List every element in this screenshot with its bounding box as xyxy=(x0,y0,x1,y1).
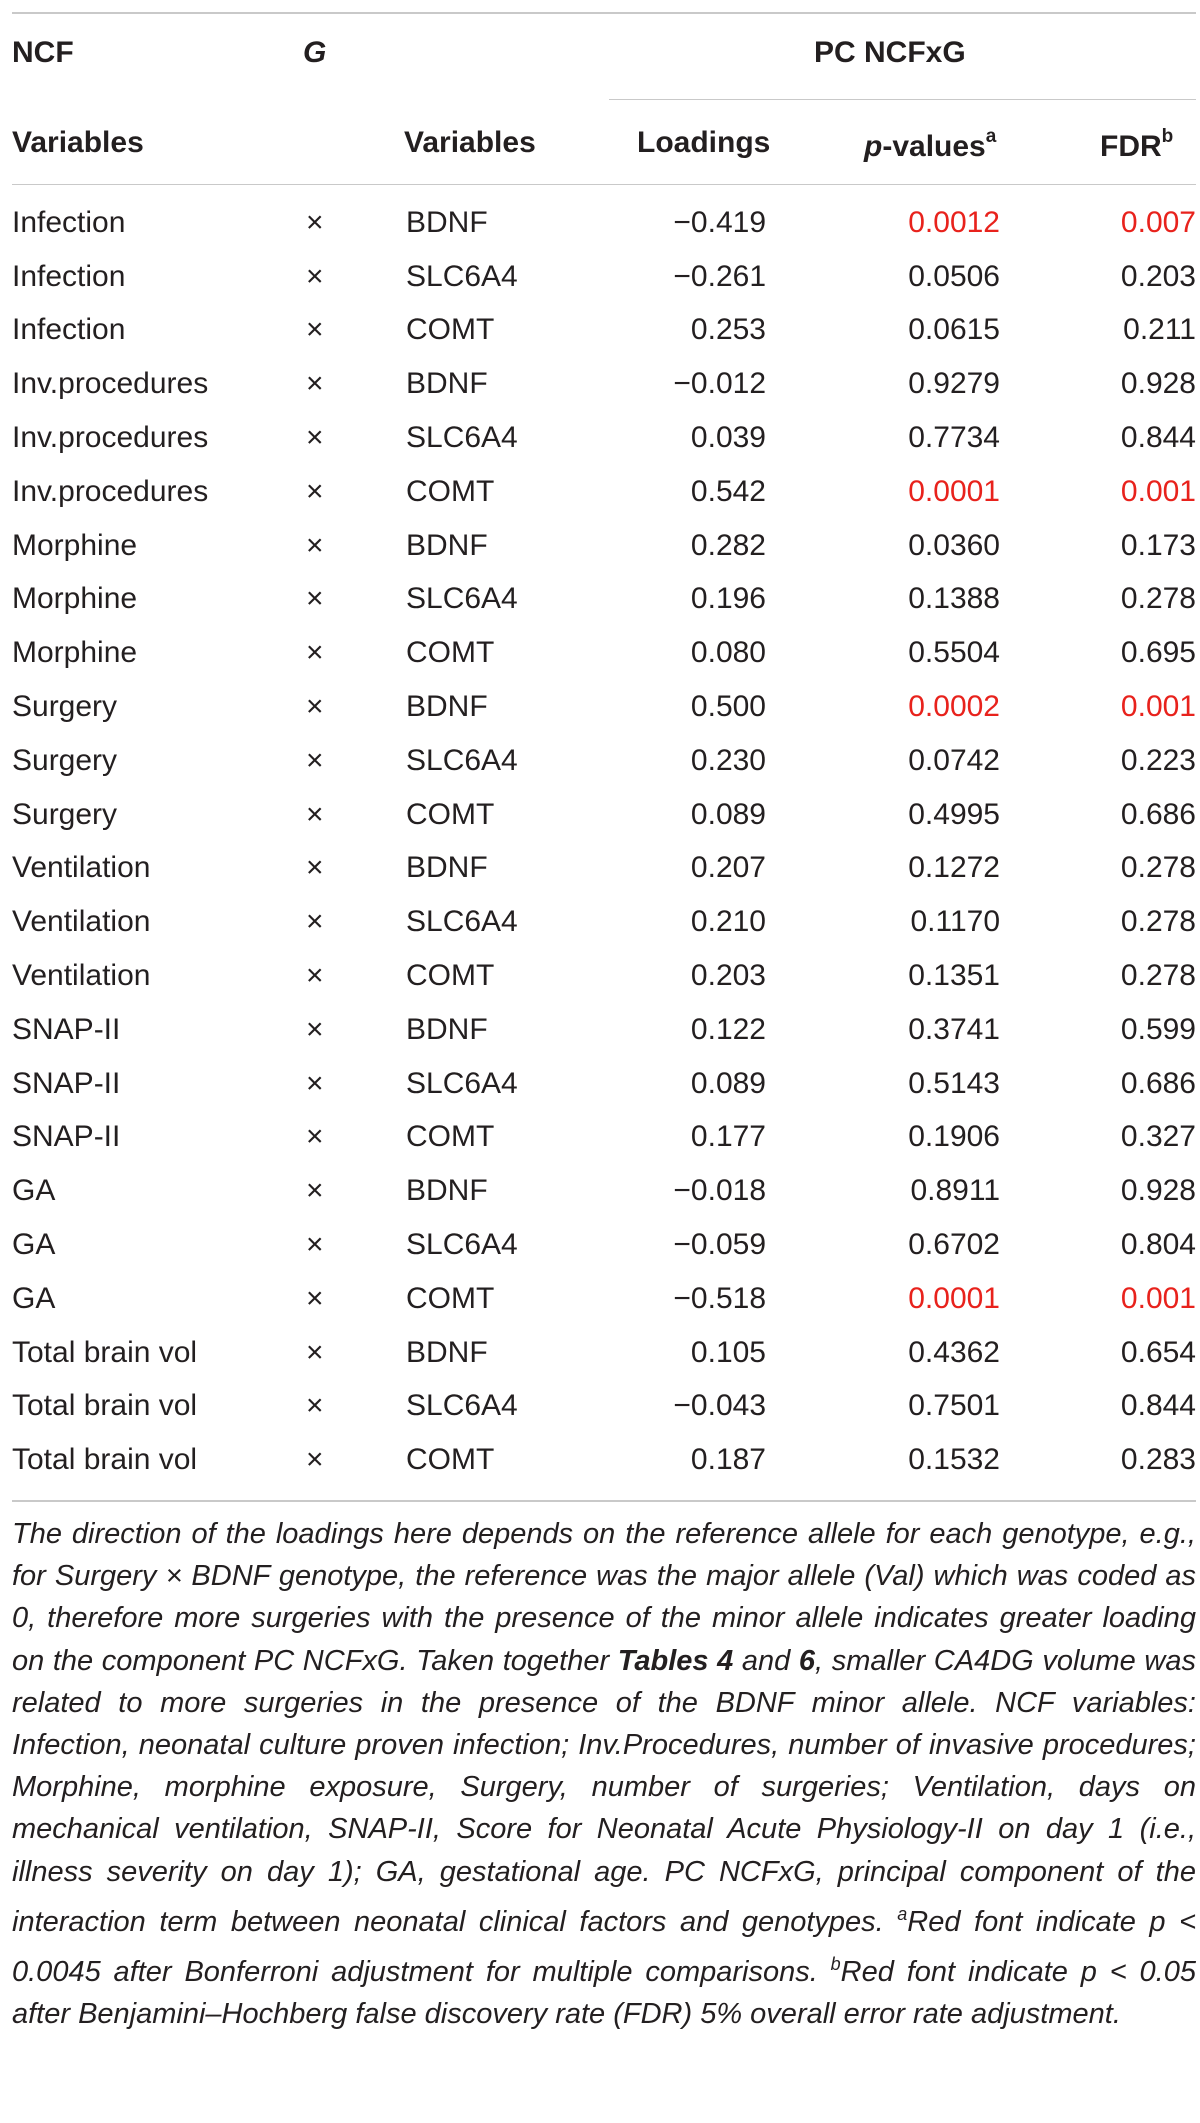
table-row xyxy=(12,842,1196,896)
cell-ncf-variable: Infection xyxy=(12,205,126,239)
table-row xyxy=(12,519,1196,573)
cell-fdr: 0.001 xyxy=(1120,690,1196,724)
table-row xyxy=(12,411,1196,465)
footnote-tables-4: Tables 4 xyxy=(617,1644,734,1677)
cell-fdr: 0.654 xyxy=(1120,1335,1196,1369)
footnote-tables-6: 6 xyxy=(798,1644,816,1677)
footnote-and: and xyxy=(733,1644,799,1677)
footnote-note-a: Red font indicate p < 0.0045 after Bonferroni adjustment for multiple comparisons. xyxy=(12,1905,1197,1989)
cell-loading: −0.043 xyxy=(673,1389,766,1423)
cell-loading: −0.518 xyxy=(673,1281,766,1315)
cell-fdr: 0.211 xyxy=(1123,313,1196,347)
cell-ncf-variable: Total brain vol xyxy=(12,1443,198,1477)
cell-loading: 0.210 xyxy=(690,905,766,939)
header-ncf-variables: Variables xyxy=(12,126,144,159)
cell-p-value: 0.4362 xyxy=(908,1335,1000,1369)
cell-loading: 0.089 xyxy=(690,797,766,831)
cell-ncf-variable: Inv.procedures xyxy=(12,421,209,455)
cell-g-variable: SLC6A4 xyxy=(406,259,518,293)
cell-fdr: 0.007 xyxy=(1120,205,1196,239)
cell-ncf-variable: Surgery xyxy=(12,690,118,724)
cell-times-symbol: × xyxy=(306,905,324,939)
table-row xyxy=(12,1218,1196,1272)
cell-loading: −0.012 xyxy=(673,367,766,401)
cell-g-variable: COMT xyxy=(406,797,495,831)
cell-ncf-variable: GA xyxy=(12,1174,56,1208)
cell-p-value: 0.5504 xyxy=(908,636,1000,670)
cell-ncf-variable: GA xyxy=(12,1281,56,1315)
cell-p-value: 0.1532 xyxy=(908,1443,1000,1477)
cell-p-value: 0.6702 xyxy=(908,1228,1000,1262)
cell-g-variable: BDNF xyxy=(406,1174,488,1208)
cell-p-value: 0.3741 xyxy=(908,1012,1000,1046)
cell-fdr: 0.844 xyxy=(1120,421,1196,455)
cell-times-symbol: × xyxy=(306,1120,324,1154)
cell-g-variable: BDNF xyxy=(406,367,488,401)
cell-p-value: 0.0506 xyxy=(908,259,1000,293)
header-g-variables: Variables xyxy=(404,126,536,159)
header-pvalues-p: p xyxy=(864,130,883,163)
cell-loading: 0.253 xyxy=(690,313,766,347)
cell-ncf-variable: Morphine xyxy=(12,528,138,562)
table-row xyxy=(12,734,1196,788)
table-row xyxy=(12,788,1196,842)
cell-times-symbol: × xyxy=(306,474,324,508)
cell-g-variable: SLC6A4 xyxy=(406,1228,518,1262)
table-row xyxy=(12,1057,1196,1111)
table-row xyxy=(12,626,1196,680)
cell-times-symbol: × xyxy=(306,1443,324,1477)
cell-fdr: 0.686 xyxy=(1120,797,1196,831)
cell-fdr: 0.278 xyxy=(1120,959,1196,993)
table-row xyxy=(12,1003,1196,1057)
cell-times-symbol: × xyxy=(306,205,324,239)
cell-times-symbol: × xyxy=(306,367,324,401)
cell-ncf-variable: Ventilation xyxy=(12,905,151,939)
cell-g-variable: BDNF xyxy=(406,1012,488,1046)
cell-ncf-variable: Ventilation xyxy=(12,851,151,885)
cell-g-variable: SLC6A4 xyxy=(406,1066,518,1100)
header-fdr xyxy=(1100,126,1173,164)
table-bottom-rule xyxy=(12,1500,1196,1502)
cell-fdr: 0.001 xyxy=(1120,474,1196,508)
header-fdr-text: FDR xyxy=(1100,130,1162,163)
cell-g-variable: COMT xyxy=(406,1443,495,1477)
cell-p-value: 0.1170 xyxy=(910,905,1000,939)
cell-loading: 0.105 xyxy=(690,1335,766,1369)
pc-header-rule xyxy=(609,99,1196,100)
cell-p-value: 0.1906 xyxy=(908,1120,1000,1154)
cell-ncf-variable: SNAP-II xyxy=(12,1012,121,1046)
cell-times-symbol: × xyxy=(306,690,324,724)
cell-loading: −0.018 xyxy=(673,1174,766,1208)
cell-times-symbol: × xyxy=(306,421,324,455)
cell-loading: 0.187 xyxy=(690,1443,766,1477)
cell-p-value: 0.0360 xyxy=(908,528,1000,562)
cell-p-value: 0.1351 xyxy=(908,959,1000,993)
results-table xyxy=(12,196,1196,1487)
cell-fdr: 0.327 xyxy=(1120,1120,1196,1154)
cell-times-symbol: × xyxy=(306,1012,324,1046)
cell-fdr: 0.928 xyxy=(1120,1174,1196,1208)
cell-g-variable: BDNF xyxy=(406,1335,488,1369)
cell-p-value: 0.4995 xyxy=(908,797,1000,831)
table-row xyxy=(12,465,1196,519)
table-row xyxy=(12,250,1196,304)
cell-fdr: 0.599 xyxy=(1120,1012,1196,1046)
cell-ncf-variable: Surgery xyxy=(12,797,118,831)
cell-g-variable: BDNF xyxy=(406,528,488,562)
cell-times-symbol: × xyxy=(306,1174,324,1208)
top-rule xyxy=(12,12,1196,14)
cell-ncf-variable: Surgery xyxy=(12,743,118,777)
cell-p-value: 0.7501 xyxy=(908,1389,1000,1423)
cell-loading: 0.282 xyxy=(690,528,766,562)
cell-g-variable: COMT xyxy=(406,636,495,670)
header-pvalues-text: -values xyxy=(882,130,986,163)
table-row xyxy=(12,1326,1196,1380)
table-row xyxy=(12,304,1196,358)
cell-ncf-variable: SNAP-II xyxy=(12,1066,121,1100)
table-footnote xyxy=(12,1513,1196,2035)
cell-g-variable: BDNF xyxy=(406,851,488,885)
table-row xyxy=(12,357,1196,411)
cell-g-variable: COMT xyxy=(406,1281,495,1315)
cell-loading: 0.203 xyxy=(690,959,766,993)
cell-ncf-variable: Morphine xyxy=(12,582,138,616)
cell-times-symbol: × xyxy=(306,313,324,347)
cell-fdr: 0.844 xyxy=(1120,1389,1196,1423)
cell-times-symbol: × xyxy=(306,797,324,831)
cell-ncf-variable: Infection xyxy=(12,259,126,293)
table-row xyxy=(12,1164,1196,1218)
cell-ncf-variable: Total brain vol xyxy=(12,1335,198,1369)
cell-g-variable: SLC6A4 xyxy=(406,582,518,616)
cell-fdr: 0.686 xyxy=(1120,1066,1196,1100)
cell-g-variable: COMT xyxy=(406,1120,495,1154)
footnote-part2: , smaller CA4DG volume was related to more surgeries in the presence of the BDNF minor allele. NCF variables: Infection, neonatal culture proven infection; Inv.Procedures, number of invasive procedures; Morphine, morphine exposure, Surgery, number of surgeries; Ventilation, days on mechanical ventilation, SNAP-II, Score for Neonatal Acute Physiology-II on day 1 (i.e., illness severity on day 1); GA, gestational age. PC NCFxG, principal component of the interaction term between neonatal clinical factors and genotypes. xyxy=(12,1644,1197,1938)
cell-g-variable: SLC6A4 xyxy=(406,905,518,939)
cell-p-value: 0.0001 xyxy=(908,474,1000,508)
cell-fdr: 0.278 xyxy=(1120,905,1196,939)
header-bottom-rule xyxy=(12,184,1196,185)
cell-ncf-variable: Total brain vol xyxy=(12,1389,198,1423)
cell-loading: 0.207 xyxy=(690,851,766,885)
cell-ncf-variable: Morphine xyxy=(12,636,138,670)
cell-fdr: 0.928 xyxy=(1120,367,1196,401)
header-loadings: Loadings xyxy=(637,126,771,159)
cell-loading: 0.089 xyxy=(690,1066,766,1100)
cell-g-variable: COMT xyxy=(406,959,495,993)
cell-times-symbol: × xyxy=(306,1066,324,1100)
header-g: G xyxy=(303,36,327,69)
table-row xyxy=(12,680,1196,734)
cell-p-value: 0.8911 xyxy=(910,1174,1000,1208)
cell-fdr: 0.203 xyxy=(1120,259,1196,293)
cell-p-value: 0.1388 xyxy=(908,582,1000,616)
cell-g-variable: COMT xyxy=(406,474,495,508)
cell-times-symbol: × xyxy=(306,1228,324,1262)
cell-times-symbol: × xyxy=(306,1389,324,1423)
cell-loading: 0.542 xyxy=(690,474,766,508)
cell-loading: 0.177 xyxy=(690,1120,766,1154)
table-row xyxy=(12,573,1196,627)
cell-times-symbol: × xyxy=(306,636,324,670)
cell-p-value: 0.0012 xyxy=(908,205,1000,239)
header-fdr-sup: b xyxy=(1161,126,1174,147)
table-row xyxy=(12,949,1196,1003)
cell-times-symbol: × xyxy=(306,582,324,616)
cell-fdr: 0.804 xyxy=(1120,1228,1196,1262)
cell-times-symbol: × xyxy=(306,528,324,562)
cell-g-variable: SLC6A4 xyxy=(406,421,518,455)
cell-loading: 0.080 xyxy=(690,636,766,670)
cell-ncf-variable: SNAP-II xyxy=(12,1120,121,1154)
cell-ncf-variable: Infection xyxy=(12,313,126,347)
header-pvalues xyxy=(864,126,996,164)
cell-g-variable: SLC6A4 xyxy=(406,1389,518,1423)
footnote-part1: The direction of the loadings here depends on the reference allele for each genotype, e.g., for Surgery × BDNF genotype, the reference was the major allele (Val) which was coded as 0, therefore more surgeries with the presence of the minor allele indicates greater loading on the component PC NCFxG. Taken together xyxy=(12,1518,1196,1677)
cell-ncf-variable: Ventilation xyxy=(12,959,151,993)
cell-ncf-variable: GA xyxy=(12,1228,56,1262)
cell-loading: 0.500 xyxy=(690,690,766,724)
cell-ncf-variable: Inv.procedures xyxy=(12,367,209,401)
cell-loading: 0.230 xyxy=(690,743,766,777)
cell-times-symbol: × xyxy=(306,851,324,885)
header-pc-ncfxg: PC NCFxG xyxy=(814,36,966,69)
cell-ncf-variable: Inv.procedures xyxy=(12,474,209,508)
cell-fdr: 0.695 xyxy=(1120,636,1196,670)
table-row xyxy=(12,196,1196,250)
table-row xyxy=(12,1380,1196,1434)
footnote-note-b: Red font indicate p < 0.05 after Benjamini–Hochberg false discovery rate (FDR) 5% overall error rate adjustment. xyxy=(12,1956,1196,2031)
header-ncf: NCF xyxy=(12,36,74,69)
table-row xyxy=(12,1272,1196,1326)
cell-g-variable: SLC6A4 xyxy=(406,743,518,777)
cell-fdr: 0.223 xyxy=(1120,743,1196,777)
cell-p-value: 0.7734 xyxy=(908,421,1000,455)
cell-fdr: 0.278 xyxy=(1120,582,1196,616)
cell-fdr: 0.278 xyxy=(1120,851,1196,885)
cell-fdr: 0.173 xyxy=(1120,528,1196,562)
results-table-body xyxy=(12,196,1196,1487)
cell-times-symbol: × xyxy=(306,259,324,293)
cell-g-variable: BDNF xyxy=(406,690,488,724)
footnote-sup-b: b xyxy=(830,1954,841,1975)
cell-p-value: 0.9279 xyxy=(908,367,1000,401)
cell-p-value: 0.0742 xyxy=(908,743,1000,777)
cell-loading: 0.196 xyxy=(690,582,766,616)
footnote-sup-a: a xyxy=(897,1903,908,1924)
header-pvalues-sup: a xyxy=(985,126,997,147)
cell-times-symbol: × xyxy=(306,959,324,993)
cell-fdr: 0.283 xyxy=(1120,1443,1196,1477)
table-row xyxy=(12,895,1196,949)
cell-times-symbol: × xyxy=(306,1281,324,1315)
table-row xyxy=(12,1433,1196,1487)
cell-loading: −0.059 xyxy=(673,1228,766,1262)
cell-loading: 0.039 xyxy=(690,421,766,455)
cell-g-variable: BDNF xyxy=(406,205,488,239)
cell-times-symbol: × xyxy=(306,1335,324,1369)
table-row xyxy=(12,1111,1196,1165)
cell-loading: −0.419 xyxy=(673,205,766,239)
cell-g-variable: COMT xyxy=(406,313,495,347)
cell-p-value: 0.0615 xyxy=(908,313,1000,347)
cell-p-value: 0.5143 xyxy=(908,1066,1000,1100)
cell-times-symbol: × xyxy=(306,743,324,777)
cell-p-value: 0.0002 xyxy=(908,690,1000,724)
cell-loading: −0.261 xyxy=(673,259,766,293)
cell-p-value: 0.1272 xyxy=(908,851,1000,885)
cell-loading: 0.122 xyxy=(690,1012,766,1046)
cell-p-value: 0.0001 xyxy=(908,1281,1000,1315)
cell-fdr: 0.001 xyxy=(1120,1281,1196,1315)
